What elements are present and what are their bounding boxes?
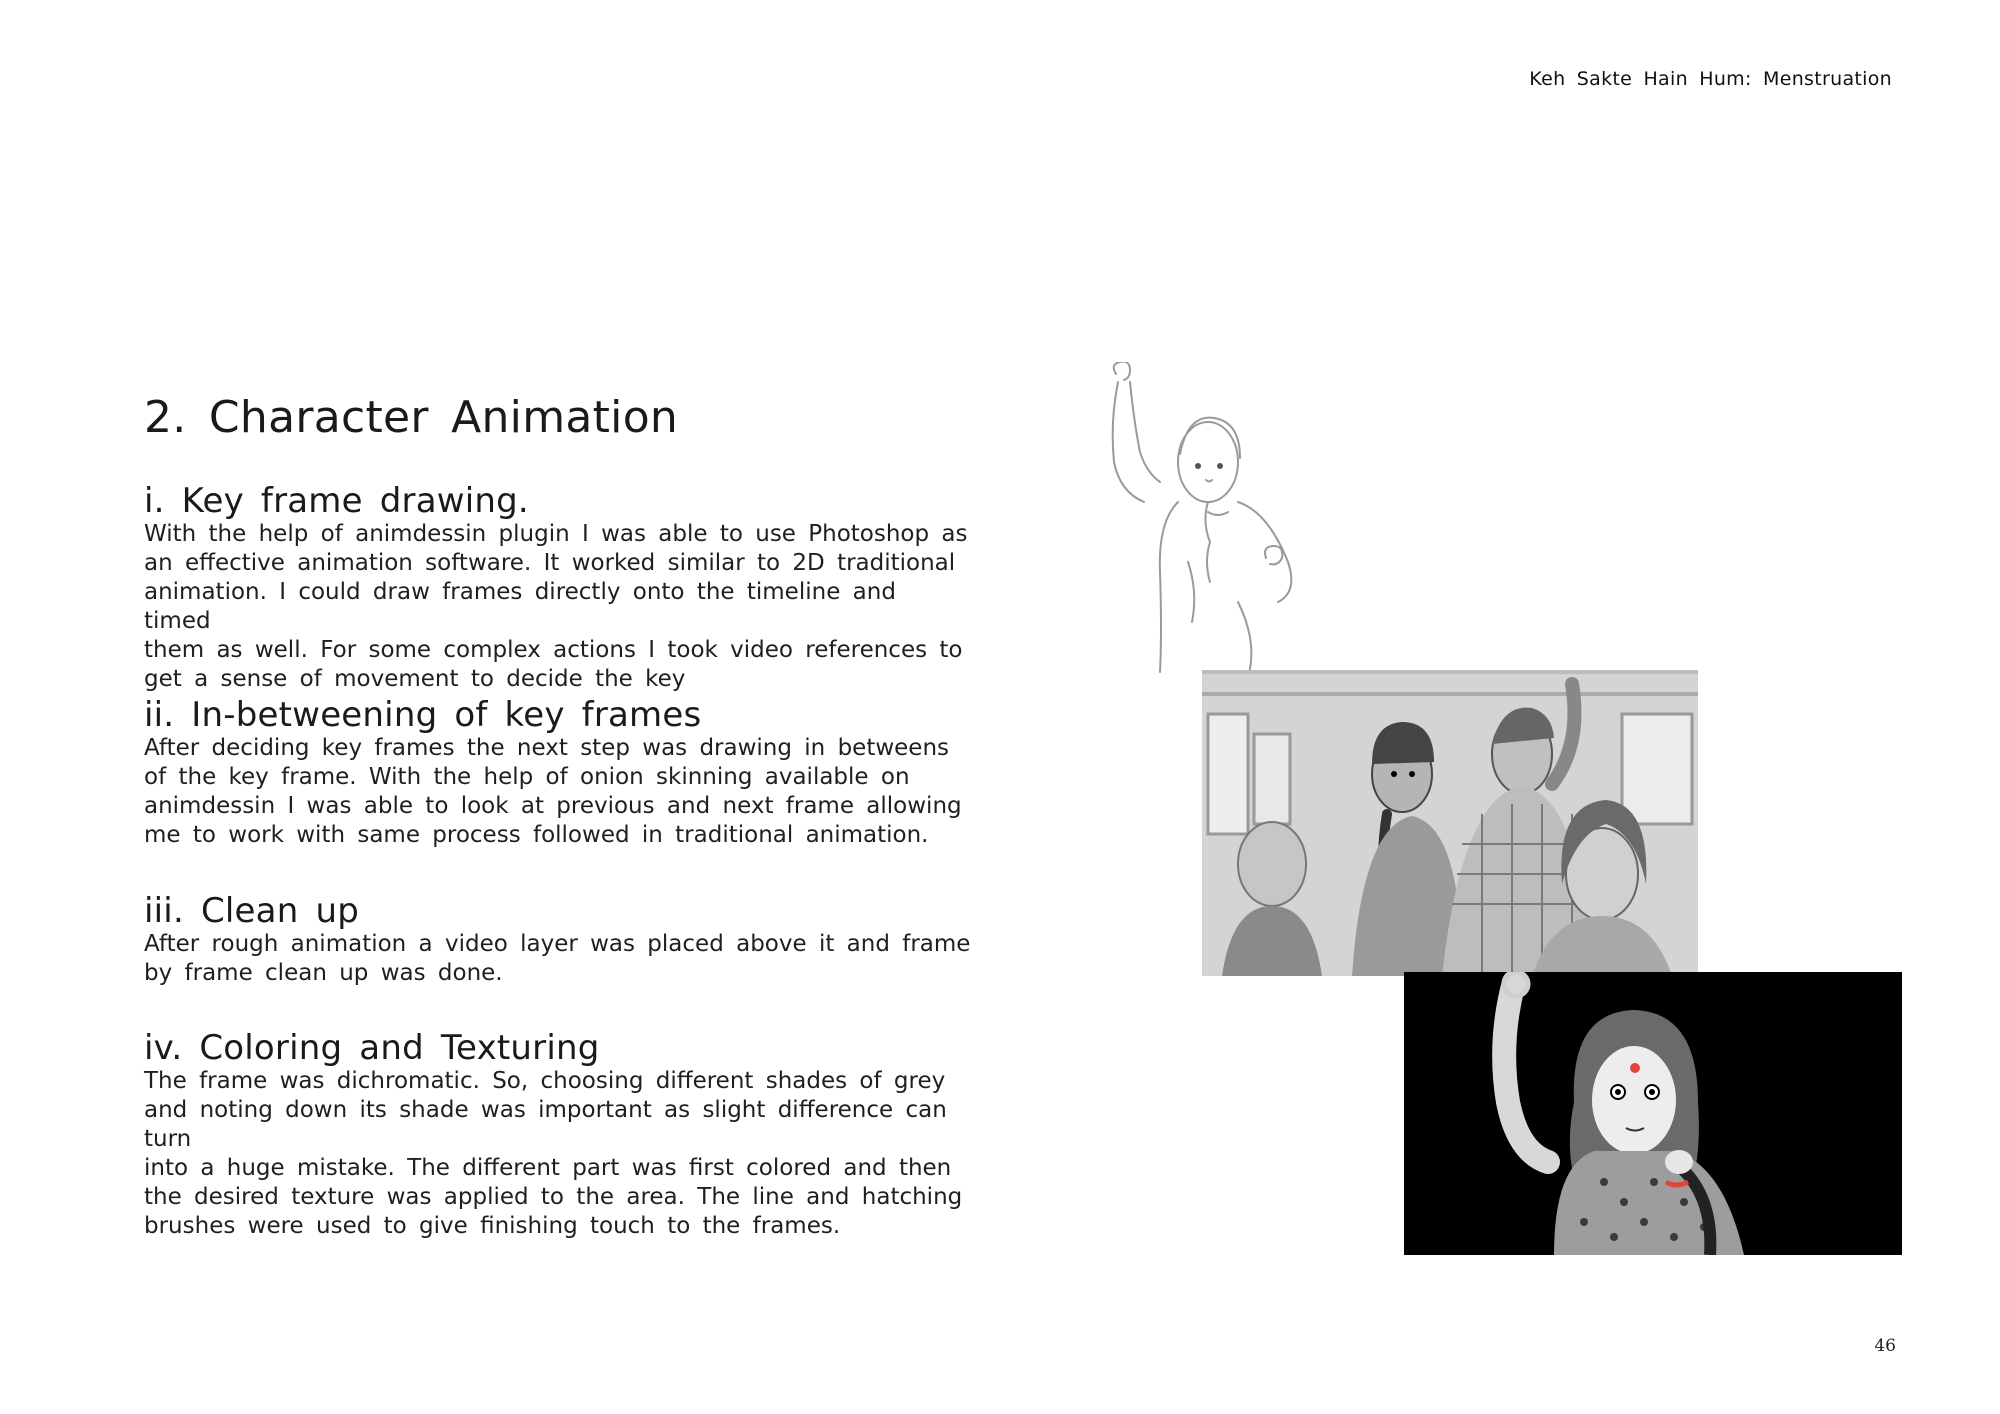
paragraph-line: After rough animation a video layer was placed above it and frame: [144, 931, 971, 957]
section-coloring-texturing: [144, 1029, 974, 1241]
paragraph-line: the desired texture was applied to the area. The line and hatching: [144, 1184, 963, 1210]
page-title: 2. Character Animation: [144, 392, 679, 443]
paragraph-line: After deciding key frames the next step was drawing in betweens: [144, 735, 950, 761]
bus-scene-frame-illustration: [1202, 670, 1698, 976]
paragraph-line: brushes were used to give finishing touch to the frames.: [144, 1213, 841, 1239]
page-number: 46: [1874, 1336, 1896, 1356]
section-heading: i. Key frame drawing.: [144, 481, 529, 521]
paragraph-line: of the key frame. With the help of onion skinning available on: [144, 764, 910, 790]
section-heading: ii. In-betweening of key frames: [144, 695, 702, 735]
paragraph-line: animdessin I was able to look at previous and next frame allowing: [144, 793, 962, 819]
paragraph-line: me to work with same process followed in traditional animation.: [144, 822, 929, 848]
paragraph-line: an effective animation software. It worked similar to 2D traditional: [144, 550, 956, 576]
running-header: Keh Sakte Hain Hum: Menstruation: [1529, 68, 1892, 90]
paragraph-line: and noting down its shade was important as slight difference can turn: [144, 1097, 947, 1152]
paragraph-line: into a huge mistake. The different part was first colored and then: [144, 1155, 952, 1181]
final-frame-illustration: [1404, 972, 1902, 1255]
section-heading: iv. Coloring and Texturing: [144, 1028, 600, 1068]
section-key-frame-drawing: [144, 482, 974, 694]
paragraph-line: animation. I could draw frames directly onto the timeline and timed: [144, 579, 896, 634]
paragraph-line: them as well. For some complex actions I took video references to: [144, 637, 963, 663]
paragraph-line: The frame was dichromatic. So, choosing different shades of grey: [144, 1068, 946, 1094]
key-frame-sketch-illustration: [1088, 362, 1348, 678]
paragraph-line: get a sense of movement to decide the key: [144, 666, 686, 692]
section-heading: iii. Clean up: [144, 891, 359, 931]
section-in-betweening: [144, 696, 974, 850]
section-clean-up: [144, 892, 974, 988]
paragraph-line: With the help of animdessin plugin I was able to use Photoshop as: [144, 521, 968, 547]
paragraph-line: by frame clean up was done.: [144, 960, 503, 986]
